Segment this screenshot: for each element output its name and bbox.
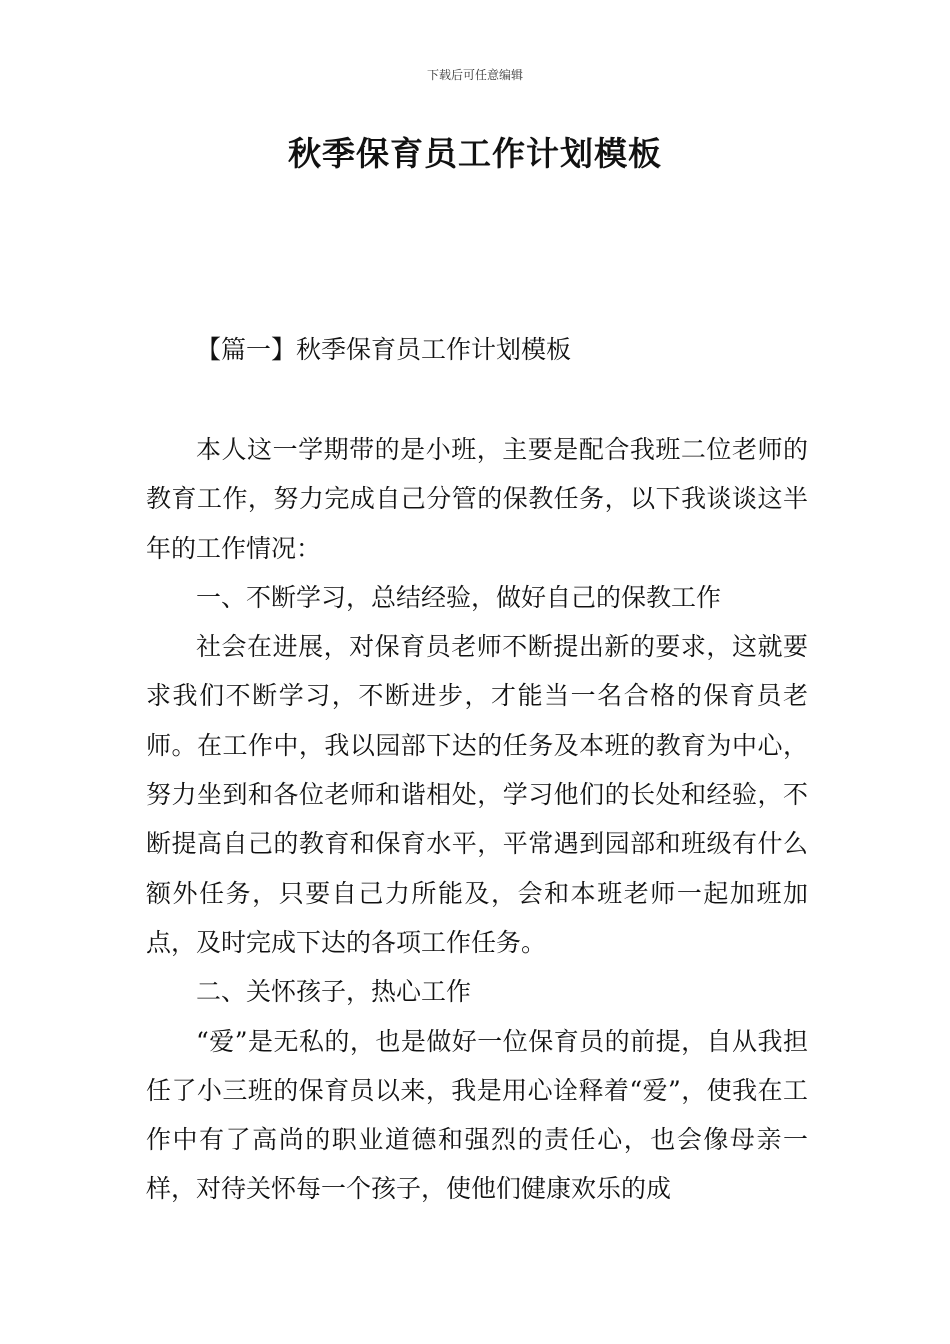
section-heading: 【篇一】秋季保育员工作计划模板	[196, 335, 572, 364]
subheading-caring: 二、关怀孩子，热心工作	[196, 977, 472, 1007]
header-note: 下载后可任意编辑	[426, 68, 523, 82]
paragraph-learning: 社会在进展，对保育员老师不断提出新的要求，这就要求我们不断学习，不断进步，才能当一名合格的保育员老师。在工作中，我以园部下达的任务及本班的教育为中心，努力坐到和各位老师和谐相处，学习他们的长处和经验，不断提高自己的教育和保育水平，平常遇到园部和班级有什么额外任务，只要自己力所能及，会和本班老师一起加班加点，及时完成下达的各项工作任务。	[146, 632, 808, 957]
document-body	[146, 425, 808, 1214]
subheading-learning: 一、不断学习，总结经验，做好自己的保教工作	[196, 582, 722, 612]
paragraph-caring: “爱”是无私的，也是做好一位保育员的前提，自从我担任了小三班的保育员以来，我是用心诠释着“爱”，使我在工作中有了高尚的职业道德和强烈的责任心，也会像母亲一样，对待关怀每一个孩子，使他们健康欢乐的成	[146, 1026, 808, 1204]
document-title: 秋季保育员工作计划模板	[288, 134, 662, 173]
paragraph-intro: 本人这一学期带的是小班，主要是配合我班二位老师的教育工作，努力完成自己分管的保教任务，以下我谈谈这半年的工作情况：	[146, 435, 808, 563]
